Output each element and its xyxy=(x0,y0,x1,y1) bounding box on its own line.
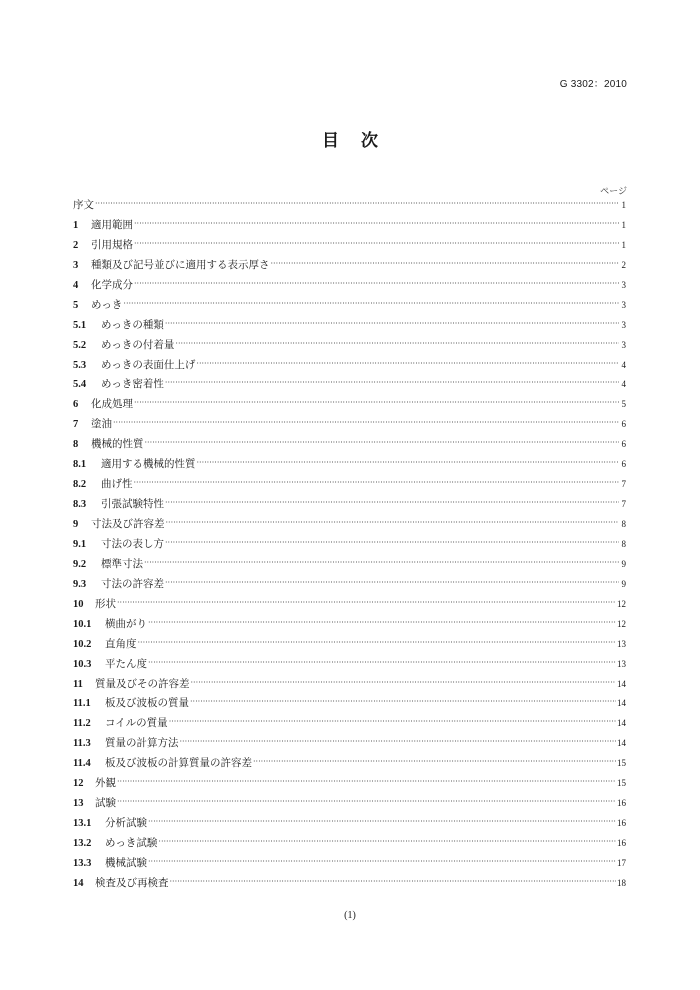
toc-entry-number: 13 xyxy=(73,798,84,810)
dot-leader xyxy=(148,656,616,668)
toc-entry-title: 機械的性質 xyxy=(91,438,144,451)
toc-entry-page: 16 xyxy=(617,818,626,829)
toc-entry[interactable] xyxy=(73,556,626,576)
dot-leader xyxy=(197,456,620,468)
toc-entry-number: 11.4 xyxy=(73,758,91,770)
toc-entry-title: 外観 xyxy=(95,777,116,790)
toc-entry-page: 15 xyxy=(617,758,626,769)
toc-entry-page: 16 xyxy=(617,798,626,809)
dot-leader xyxy=(165,496,619,508)
toc-entry-title: 引用規格 xyxy=(91,238,133,251)
toc-entry-number: 12 xyxy=(73,778,84,790)
toc-entry[interactable] xyxy=(73,636,626,656)
dot-leader xyxy=(196,357,619,369)
toc-entry[interactable] xyxy=(73,656,626,676)
toc-entry-number: 11.1 xyxy=(73,698,91,710)
toc-entry-title: 板及び波板の質量 xyxy=(105,697,189,710)
toc-entry-page: 2 xyxy=(621,259,626,270)
toc-entry-title: 質量及びその許容差 xyxy=(95,677,190,690)
toc-entry-number: 5.2 xyxy=(73,339,87,351)
toc-entry-number: 1 xyxy=(73,219,79,231)
dot-leader xyxy=(123,297,619,309)
page-title: 目次 xyxy=(322,131,400,151)
toc-entry-number: 5.1 xyxy=(73,319,87,331)
toc-entry-title: 機械試験 xyxy=(105,856,147,869)
toc-entry-number: 8.1 xyxy=(73,459,87,471)
table-of-contents xyxy=(73,197,626,895)
toc-entry-title: めっきの付着量 xyxy=(101,338,175,351)
toc-entry[interactable] xyxy=(73,596,626,616)
toc-entry-page: 14 xyxy=(617,718,626,729)
toc-entry[interactable] xyxy=(73,357,626,377)
toc-entry-number: 9 xyxy=(73,519,79,530)
toc-entry-number: 10 xyxy=(73,598,84,610)
toc-entry[interactable] xyxy=(73,855,626,875)
toc-entry[interactable] xyxy=(73,795,626,815)
toc-entry-number: 13.2 xyxy=(73,838,92,849)
toc-entry-title: 化成処理 xyxy=(91,398,133,411)
toc-entry-page: 5 xyxy=(621,399,626,410)
dot-leader xyxy=(165,376,619,388)
dot-leader xyxy=(165,576,619,588)
dot-leader xyxy=(145,436,620,448)
toc-entry-title: 標準寸法 xyxy=(101,557,143,570)
dot-leader xyxy=(166,516,620,528)
toc-entry-page: 18 xyxy=(617,877,626,888)
toc-entry-title: 塗油 xyxy=(91,418,112,431)
toc-entry[interactable] xyxy=(73,317,626,337)
toc-entry-title: 直角度 xyxy=(105,637,137,650)
dot-leader xyxy=(253,755,616,767)
toc-entry-number: 5.3 xyxy=(73,359,87,371)
dot-leader xyxy=(113,416,619,428)
toc-entry[interactable] xyxy=(73,715,626,735)
toc-entry-title: めっき密着性 xyxy=(101,378,164,391)
toc-entry[interactable] xyxy=(73,416,626,436)
toc-entry[interactable] xyxy=(73,875,626,895)
toc-entry-page: 6 xyxy=(621,419,626,430)
toc-entry-page: 4 xyxy=(621,359,626,370)
toc-entry-page: 14 xyxy=(617,698,626,709)
dot-leader xyxy=(191,676,617,688)
toc-entry-title: 分析試験 xyxy=(105,817,147,830)
toc-entry-title: 検査及び再検査 xyxy=(95,876,169,889)
toc-entry-number: 10.3 xyxy=(73,658,92,670)
toc-entry-number: 7 xyxy=(73,419,79,431)
toc-entry-title: めっき試験 xyxy=(105,837,158,849)
toc-entry-title: 種類及び記号並びに適用する表示厚さ xyxy=(91,258,270,271)
toc-entry-page: 13 xyxy=(617,658,626,669)
toc-entry-page: 8 xyxy=(621,519,626,529)
dot-leader xyxy=(148,855,616,867)
dot-leader xyxy=(170,875,617,887)
dot-leader xyxy=(271,257,620,269)
dot-leader xyxy=(134,237,619,249)
toc-entry-page: 13 xyxy=(617,638,626,649)
toc-entry-page: 14 xyxy=(617,678,626,689)
page-column-label: ページ xyxy=(600,187,627,197)
dot-leader xyxy=(165,536,619,548)
toc-entry-page: 6 xyxy=(621,459,626,470)
toc-entry-page: 9 xyxy=(621,578,626,589)
toc-entry-title: 試験 xyxy=(95,797,116,810)
toc-entry-title: 適用範囲 xyxy=(91,218,133,231)
dot-leader xyxy=(95,197,619,209)
toc-entry-page: 16 xyxy=(617,838,626,848)
dot-leader xyxy=(134,476,620,488)
dot-leader xyxy=(117,596,616,608)
toc-entry[interactable] xyxy=(73,337,626,357)
toc-entry-number: 9.3 xyxy=(73,578,87,590)
toc-entry-title: 板及び波板の計算質量の許容差 xyxy=(105,757,252,770)
toc-entry-number: 8 xyxy=(73,439,79,451)
toc-entry[interactable] xyxy=(73,476,626,496)
toc-entry[interactable] xyxy=(73,376,626,396)
toc-entry[interactable] xyxy=(73,516,626,536)
toc-entry[interactable] xyxy=(73,676,626,696)
dot-leader xyxy=(117,795,616,807)
toc-entry-page: 3 xyxy=(621,339,626,350)
toc-entry-page: 1 xyxy=(621,200,626,210)
toc-entry-number: 3 xyxy=(73,259,79,271)
toc-entry-number: 6 xyxy=(73,399,79,411)
toc-entry-number: 13.3 xyxy=(73,857,92,869)
toc-entry-number: 13.1 xyxy=(73,818,92,830)
toc-entry-number: 11.3 xyxy=(73,738,91,750)
footer-page-number: (1) xyxy=(344,910,356,921)
toc-entry[interactable] xyxy=(73,257,626,277)
toc-entry-number: 8.2 xyxy=(73,479,87,491)
toc-entry[interactable] xyxy=(73,237,626,257)
toc-entry[interactable] xyxy=(73,217,626,237)
toc-entry-number: 9.1 xyxy=(73,538,87,550)
toc-entry-number: 10.2 xyxy=(73,638,92,650)
dot-leader xyxy=(158,835,616,847)
toc-entry-number: 11.2 xyxy=(73,718,91,730)
dot-leader xyxy=(138,636,617,648)
toc-entry[interactable] xyxy=(73,536,626,556)
toc-entry-number: 5.4 xyxy=(73,379,87,391)
toc-entry-page: 1 xyxy=(621,219,626,230)
toc-entry-page: 6 xyxy=(621,439,626,450)
dot-leader xyxy=(190,695,616,707)
toc-entry-page: 7 xyxy=(621,499,626,510)
toc-entry[interactable] xyxy=(73,835,626,855)
toc-entry[interactable] xyxy=(73,815,626,835)
toc-entry-title: 引張試験特性 xyxy=(101,498,164,511)
toc-entry-page: 4 xyxy=(621,379,626,390)
toc-entry[interactable] xyxy=(73,436,626,456)
dot-leader xyxy=(134,277,619,289)
toc-entry-number: 4 xyxy=(73,279,79,291)
toc-entry-page: 14 xyxy=(617,738,626,749)
toc-entry-page: 1 xyxy=(621,239,626,250)
toc-entry[interactable] xyxy=(73,297,626,317)
toc-entry-title: コイルの質量 xyxy=(105,717,168,730)
toc-entry-page: 15 xyxy=(617,778,626,789)
toc-entry-title: 寸法の許容差 xyxy=(101,577,164,590)
dot-leader xyxy=(165,317,619,329)
toc-entry[interactable] xyxy=(73,735,626,755)
toc-entry[interactable] xyxy=(73,775,626,795)
dot-leader xyxy=(144,556,619,568)
toc-entry-page: 17 xyxy=(617,857,626,868)
dot-leader xyxy=(134,217,619,229)
toc-entry-number: 8.3 xyxy=(73,499,87,511)
toc-entry-title: めっきの表面仕上げ xyxy=(101,358,196,371)
toc-entry[interactable] xyxy=(73,616,626,636)
toc-entry-number: 9.2 xyxy=(73,558,87,570)
dot-leader xyxy=(175,337,619,349)
toc-entry-title: 横曲がり xyxy=(105,617,147,630)
toc-entry-title: めっきの種類 xyxy=(101,318,164,331)
dot-leader xyxy=(134,396,619,408)
dot-leader xyxy=(148,815,616,827)
toc-entry-number: 11 xyxy=(73,678,83,690)
toc-entry[interactable] xyxy=(73,695,626,715)
toc-entry[interactable] xyxy=(73,496,626,516)
toc-entry-page: 3 xyxy=(621,279,626,290)
toc-entry-page: 3 xyxy=(621,299,626,310)
toc-entry-page: 9 xyxy=(621,558,626,569)
toc-entry-title: 寸法の表し方 xyxy=(101,537,164,550)
toc-entry-number: 10.1 xyxy=(73,618,92,630)
toc-entry-title: 曲げ性 xyxy=(101,478,133,491)
toc-entry-title: 適用する機械的性質 xyxy=(101,458,196,471)
toc-entry-page: 3 xyxy=(621,319,626,330)
toc-entry[interactable] xyxy=(73,456,626,476)
toc-entry-title: 序文 xyxy=(73,199,94,211)
toc-entry[interactable] xyxy=(73,755,626,775)
toc-entry-title: 質量の計算方法 xyxy=(105,737,179,750)
toc-entry-page: 12 xyxy=(617,618,626,629)
dot-leader xyxy=(148,616,616,628)
toc-entry-number: 2 xyxy=(73,239,79,251)
toc-entry[interactable] xyxy=(73,396,626,416)
toc-entry-number: 14 xyxy=(73,877,84,889)
toc-entry-title: 化学成分 xyxy=(91,278,133,291)
toc-entry-title: 平たん度 xyxy=(105,657,147,670)
toc-entry-page: 12 xyxy=(617,598,626,609)
toc-entry-title: 形状 xyxy=(95,597,116,610)
toc-entry-title: 寸法及び許容差 xyxy=(91,518,165,530)
standard-code: G 3302：2010 xyxy=(559,79,627,90)
toc-entry-number: 5 xyxy=(73,299,79,311)
dot-leader xyxy=(117,775,616,787)
toc-entry[interactable] xyxy=(73,277,626,297)
toc-entry[interactable] xyxy=(73,197,626,217)
dot-leader xyxy=(169,715,616,727)
toc-entry-title: めっき xyxy=(91,298,123,311)
toc-entry-page: 8 xyxy=(621,538,626,549)
toc-entry[interactable] xyxy=(73,576,626,596)
dot-leader xyxy=(180,735,617,747)
toc-entry-page: 7 xyxy=(621,479,626,490)
